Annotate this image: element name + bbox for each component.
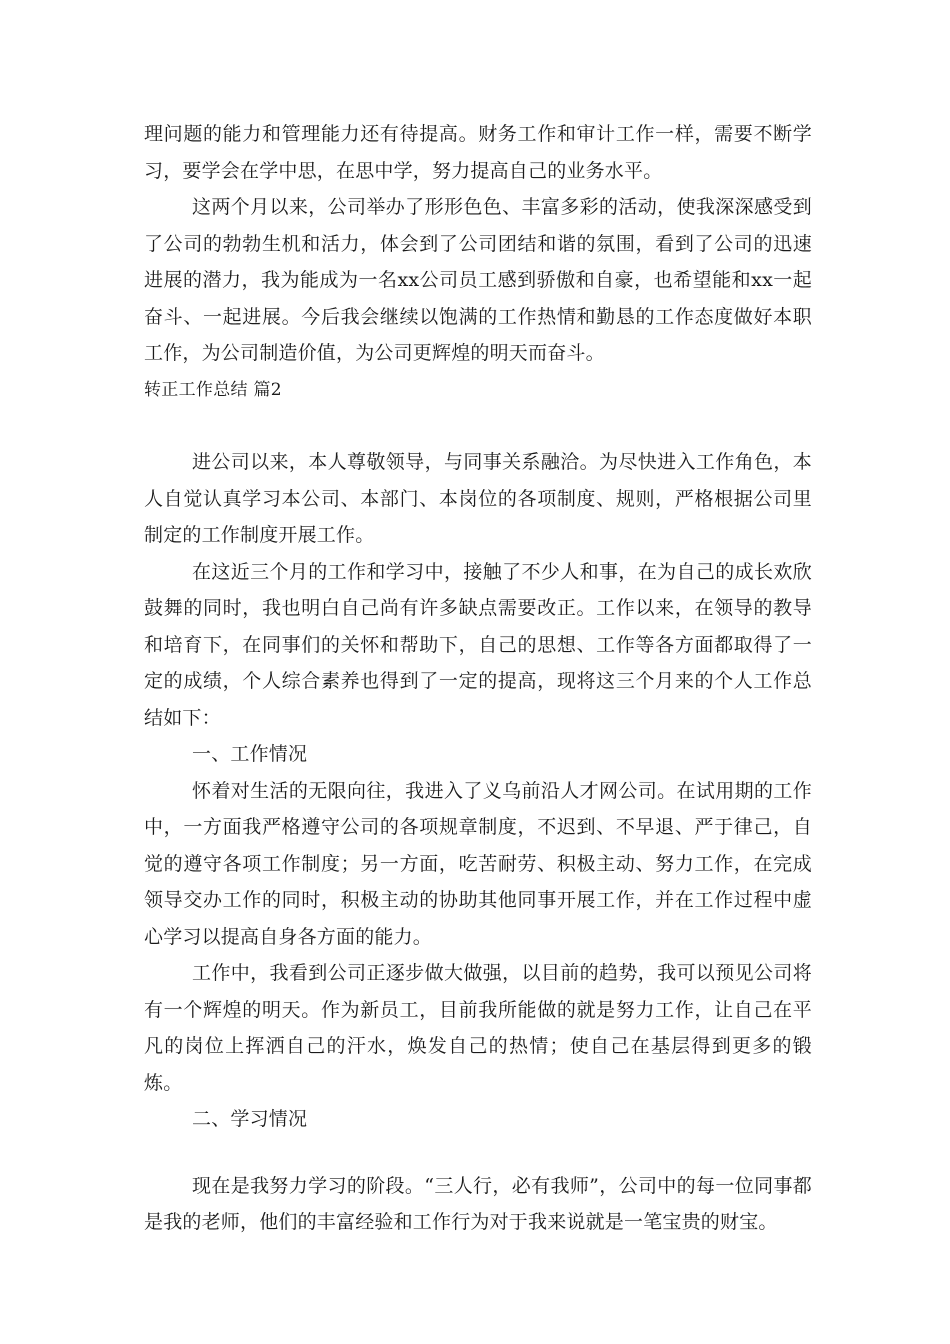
paragraph-work-2: 工作中，我看到公司正逐步做大做强，以目前的趋势，我可以预见公司将有一个辉煌的明天。作为新员工，目前我所能做的就是努力工作，让自己在平凡的岗位上挥洒自己的汗水，焕发自己的热情；使自己在基层得到更多的锻炼。 bbox=[144, 962, 812, 1094]
paragraph-activities: 这两个月以来，公司举办了形形色色、丰富多彩的活动，使我深深感受到了公司的勃勃生机和活力，体会到了公司团结和谐的氛围，看到了公司的迅速进展的潜力，我为能成为一名xx公司员工感到骄傲和自豪，也希望能和xx一起奋斗、一起进展。今后我会继续以饱满的工作热情和勤恳的工作态度做好本职工作，为公司制造价值，为公司更辉煌的明天而奋斗。 bbox=[144, 196, 812, 364]
paragraph-continuation: 理问题的能力和管理能力还有待提高。财务工作和审计工作一样，需要不断学习，要学会在学中思，在思中学，努力提高自己的业务水平。 bbox=[144, 123, 812, 182]
spacer bbox=[144, 1138, 812, 1168]
paragraph-work-1: 怀着对生活的无限向往，我进入了义乌前沿人才网公司。在试用期的工作中，一方面我严格遵守公司的各项规章制度，不迟到、不早退、严于律己，自觉的遵守各项工作制度；另一方面，吃苦耐劳、积极主动、努力工作，在完成领导交办工作的同时，积极主动的协助其他同事开展工作，并在工作过程中虚心学习以提高自身各方面的能力。 bbox=[144, 779, 812, 948]
paragraph-intro: 进公司以来，本人尊敬领导，与同事关系融洽。为尽快进入工作角色，本人自觉认真学习本公司、本部门、本岗位的各项制度、规则，严格根据公司里制定的工作制度开展工作。 bbox=[144, 451, 812, 546]
paragraph-overview: 在这近三个月的工作和学习中，接触了不少人和事，在为自己的成长欢欣鼓舞的同时，我也明白自己尚有许多缺点需要改正。工作以来，在领导的教导和培育下，在同事们的关怀和帮助下，自己的思想、工作等各方面都取得了一定的成绩，个人综合素养也得到了一定的提高，现将这三个月来的个人工作总结如下： bbox=[144, 560, 812, 729]
subheading-study: 二、学习情况 bbox=[192, 1108, 308, 1130]
paragraph-study: 现在是我努力学习的阶段。“三人行，必有我师”，公司中的每一位同事都是我的老师，他们的丰富经验和工作行为对于我来说就是一笔宝贵的财宝。 bbox=[144, 1174, 812, 1233]
document-body bbox=[144, 116, 812, 1241]
subheading-work: 一、工作情况 bbox=[192, 743, 308, 765]
spacer bbox=[144, 408, 812, 444]
section-title: 转正工作总结 篇2 bbox=[144, 379, 282, 400]
